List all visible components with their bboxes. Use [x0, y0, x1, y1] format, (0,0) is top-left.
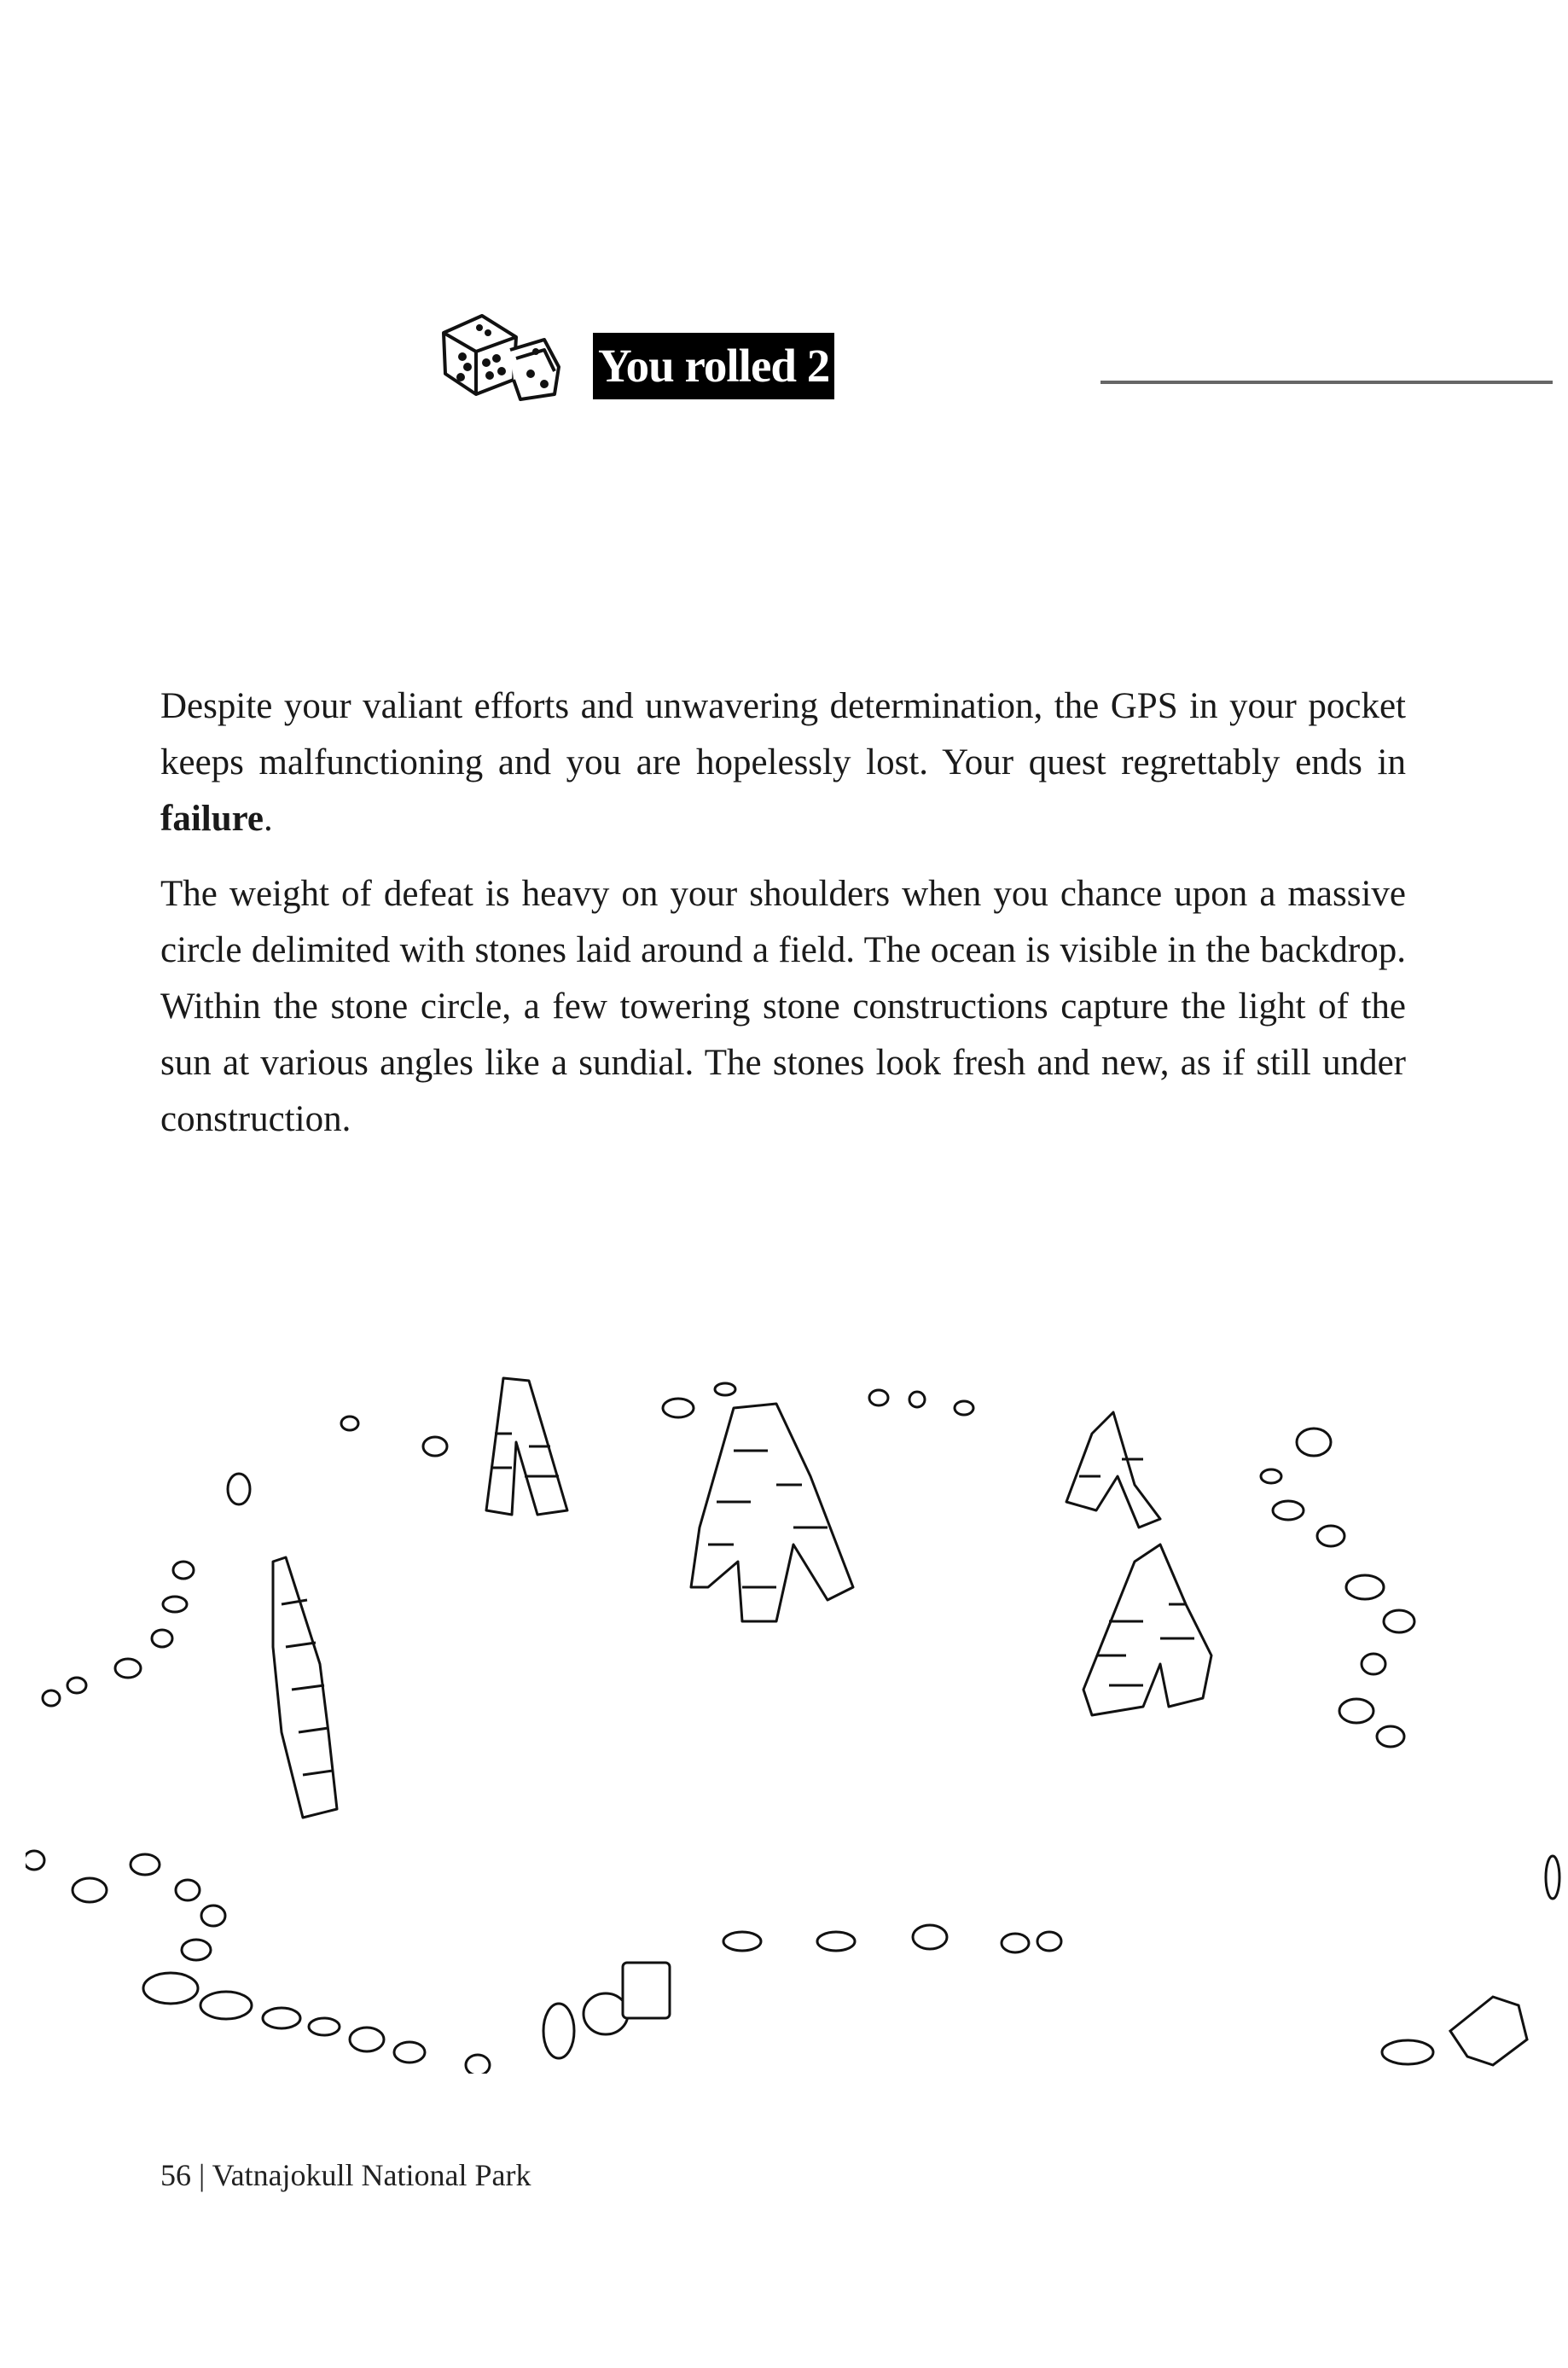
header-divider: [1101, 381, 1553, 384]
paragraph-outcome-text: Despite your valiant efforts and unwavering determination, the GPS in your pocket keeps malfunctioning and you are hopelessly lost. Your quest regrettably ends in: [160, 686, 1406, 783]
page-footer: [160, 2157, 531, 2193]
stone-circle-illustration: [26, 1263, 1561, 2074]
roll-result-heading: You rolled 2: [593, 333, 834, 399]
footer-separator: |: [199, 2158, 206, 2192]
paragraph-description: The weight of defeat is heavy on your shoulders when you chance upon a massive circle delimited with stones laid around a field. The ocean is visible in the backdrop. Within the stone circle, a few towering stone constructions capture the light of the sun at various angles like a sundial. The stones look fresh and new, as if still under construction.: [160, 874, 1406, 1139]
page-number: 56: [160, 2158, 191, 2192]
page-header: [0, 299, 1568, 410]
body-text: [160, 678, 1406, 1167]
paragraph-outcome-end: .: [264, 799, 273, 839]
paragraph-outcome: [160, 678, 1406, 847]
failure-word: failure: [160, 799, 264, 839]
footer-section-title: Vatnajokull National Park: [212, 2158, 531, 2192]
dice-icon: [435, 299, 563, 401]
